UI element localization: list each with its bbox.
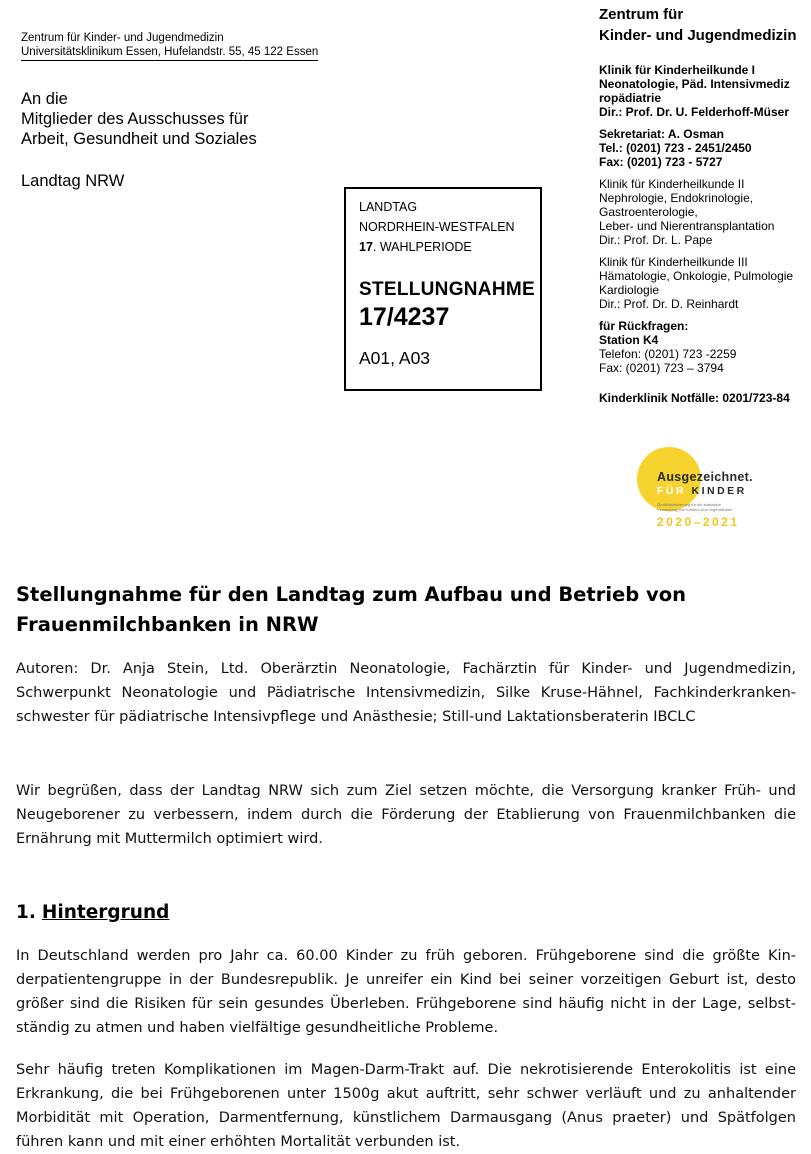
recipient-line-1: An die xyxy=(21,90,68,108)
stamp-refs: A01, A03 xyxy=(359,348,431,368)
recipient-state: Landtag NRW xyxy=(21,172,125,190)
contact-block: für Rückfragen: Station K4 Telefon: (0201) 723 -2259 Fax: (0201) 723 – 3794 xyxy=(599,319,737,375)
recipient-address xyxy=(21,89,257,191)
emergency-number: Kinderklinik Notfälle: 0201/723-84 xyxy=(599,391,790,405)
sender-line-2: Universitätsklinikum Essen, Hufelandstr. 55, 45 122 Essen xyxy=(21,45,318,61)
recipient-line-2: Mitglieder des Ausschusses für xyxy=(21,110,249,128)
secretariat: Sekretariat: A. Osman Tel.: (0201) 723 - 2451/2450 Fax: (0201) 723 - 5727 xyxy=(599,127,752,169)
sender-address xyxy=(21,31,318,61)
award-subtitle: FÜR KINDER xyxy=(657,485,747,497)
landtag-stamp xyxy=(344,187,542,391)
intro-paragraph: Wir begrüßen, dass der Landtag NRW sich zum Ziel setzen möchte, die Versorgung kranker Früh- und Neugeborener zu verbessern, indem durch die Förderung der Etablierung von Frauenmilchbanken die Ernährung mit Muttermilch optimiert wird. xyxy=(16,783,796,847)
body-paragraph-1: In Deutschland werden pro Jahr ca. 60.00 Kinder zu früh geboren. Frühgeborene sind die größte Kinderpatientengruppe in der Bundesrepublik. Je unreifer ein Kind bei seiner vorzeitigen Geburt ist, desto größer sind die Risiken für sein gesundes Überleben. Frühgeborene sind häufig nicht in der Lage, selbstständig zu atmen und haben vielfältige gesundheitliche Probleme. xyxy=(16,948,796,1036)
award-small-text: Qualitätssicherung für die stationäre Versorgung von Kindern und Jugendlichen xyxy=(657,502,733,512)
letterhead-column xyxy=(599,4,811,405)
stamp-line-2: NORDRHEIN-WESTFALEN xyxy=(359,220,515,234)
section-title: Hintergrund xyxy=(41,902,170,923)
award-badge xyxy=(635,447,785,537)
award-years: 2020–2021 xyxy=(657,515,740,529)
clinic-3: Klinik für Kinderheilkunde III Hämatologie, Onkologie, Pulmologie Kardiologie Dir.: Prof. Dr. D. Reinhardt xyxy=(599,255,794,311)
sender-line-1: Zentrum für Kinder- und Jugendmedizin xyxy=(21,32,224,44)
section-heading xyxy=(16,902,169,923)
center-name-1: Zentrum für xyxy=(599,6,684,23)
body-paragraph-2: Sehr häufig treten Komplikationen im Magen-Darm-Trakt auf. Die nekrotisierende Enterokolitis ist eine Erkrankung, die bei Frühgeborenen unter 1500g akut auftritt, sehr schwer verläuft und zu anhaltender Morbidität mit Operation, Darmentfernung, künstlichem Darmausgang (Anus praeter) und Spätfolgen führen kann und mit einer erhöhten Mortalität verbunden ist. xyxy=(16,1062,796,1150)
document-title: Stellungnahme für den Landtag zum Aufbau und Betrieb von Frauenmilchbanken in NRW xyxy=(16,583,686,636)
stamp-label: STELLUNGNAHME xyxy=(359,279,535,300)
authors-paragraph: Autoren: Dr. Anja Stein, Ltd. Oberärztin Neonatologie, Fachärztin für Kinder- und Jugendmedizin, Schwerpunkt Neonatologie und Pädiatrische Intensivmedizin, Silke Kruse-Hähnel, Fachkinderkrankenschwester für pädiatrische Intensivpflege und Anästhesie; Still-und Laktationsberaterin IBCLC xyxy=(16,661,796,725)
award-title: Ausgezeichnet. xyxy=(657,470,753,484)
center-name-2: Kinder- und Jugendmedizin xyxy=(599,27,797,44)
stamp-period: 17. WAHLPERIODE xyxy=(359,240,472,254)
recipient-line-3: Arbeit, Gesundheit und Soziales xyxy=(21,130,257,148)
section-number: 1. xyxy=(16,902,36,923)
stamp-number: 17/4237 xyxy=(359,303,450,331)
clinic-2: Klinik für Kinderheilkunde II Nephrologie, Endokrinologie, Gastroenterologie, Leber- und Nierentransplantation Dir.: Prof. Dr. L. Pape xyxy=(599,177,775,247)
clinic-1: Klinik für Kinderheilkunde I Neonatologie, Päd. Intensivmediz ropädiatrie Dir.: Prof. Dr. U. Felderhoff-Müser xyxy=(599,63,790,119)
stamp-line-1: LANDTAG xyxy=(359,200,418,214)
